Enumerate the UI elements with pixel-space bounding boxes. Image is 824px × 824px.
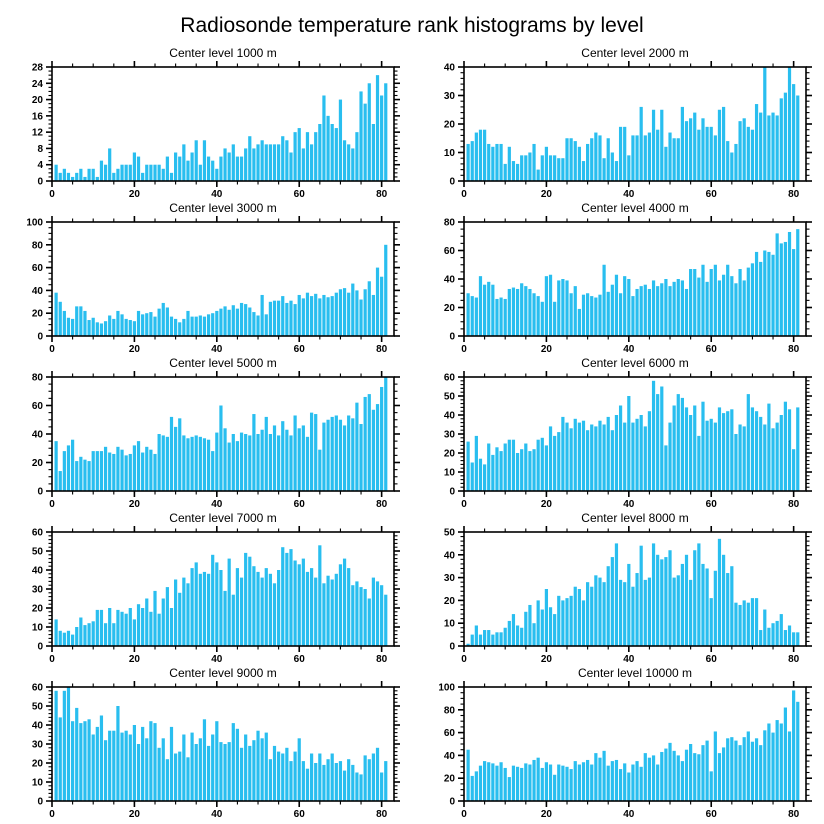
svg-text:12: 12 (31, 127, 43, 139)
svg-text:40: 40 (31, 720, 43, 732)
svg-text:20: 20 (540, 499, 552, 510)
svg-text:0: 0 (49, 344, 55, 355)
svg-text:30: 30 (443, 429, 455, 441)
svg-text:50: 50 (31, 701, 43, 713)
svg-text:20: 20 (540, 654, 552, 665)
svg-text:40: 40 (443, 550, 455, 562)
svg-text:60: 60 (443, 728, 455, 740)
svg-text:20: 20 (540, 809, 552, 820)
panel-8000m (412, 511, 824, 666)
svg-text:80: 80 (788, 189, 800, 200)
svg-text:40: 40 (623, 654, 635, 665)
svg-text:20: 20 (540, 189, 552, 200)
panel-7000m (0, 511, 412, 666)
svg-text:20: 20 (443, 595, 455, 607)
svg-text:60: 60 (705, 809, 717, 820)
svg-text:50: 50 (443, 391, 455, 403)
svg-text:80: 80 (443, 705, 455, 717)
svg-text:0: 0 (461, 189, 467, 200)
panel-title: Center level 8000 m (581, 511, 689, 525)
svg-text:80: 80 (376, 189, 388, 200)
svg-text:20: 20 (540, 344, 552, 355)
svg-text:0: 0 (449, 796, 455, 808)
svg-text:20: 20 (31, 758, 43, 770)
svg-text:10: 10 (31, 777, 43, 789)
svg-text:80: 80 (376, 809, 388, 820)
svg-text:20: 20 (31, 308, 43, 320)
svg-text:40: 40 (31, 285, 43, 297)
svg-text:16: 16 (31, 111, 43, 123)
svg-text:50: 50 (443, 527, 455, 539)
panel-10000m (412, 666, 824, 821)
panel-4000m (412, 201, 824, 356)
panel-1000m (0, 46, 412, 201)
svg-text:0: 0 (449, 176, 455, 188)
panel-5000m (0, 356, 412, 511)
histogram-canvas-6000m (418, 371, 818, 511)
svg-text:80: 80 (788, 499, 800, 510)
svg-text:30: 30 (443, 573, 455, 585)
svg-text:80: 80 (376, 654, 388, 665)
panel-title: Center level 6000 m (581, 356, 689, 370)
svg-text:60: 60 (293, 654, 305, 665)
svg-text:80: 80 (788, 654, 800, 665)
svg-text:40: 40 (443, 62, 455, 74)
svg-text:40: 40 (31, 565, 43, 577)
svg-text:30: 30 (443, 91, 455, 102)
svg-text:0: 0 (37, 796, 43, 808)
svg-text:30: 30 (31, 584, 43, 596)
histogram-canvas-2000m (418, 61, 818, 201)
histogram-canvas-4000m (418, 216, 818, 356)
svg-text:0: 0 (449, 331, 455, 343)
svg-text:60: 60 (705, 654, 717, 665)
svg-text:60: 60 (705, 344, 717, 355)
svg-text:60: 60 (31, 527, 43, 539)
svg-text:40: 40 (623, 499, 635, 510)
svg-text:40: 40 (623, 344, 635, 355)
svg-text:40: 40 (443, 274, 455, 286)
svg-text:4: 4 (37, 160, 43, 172)
svg-text:28: 28 (31, 62, 43, 74)
svg-text:60: 60 (443, 372, 455, 384)
svg-text:60: 60 (705, 499, 717, 510)
svg-text:60: 60 (31, 401, 43, 412)
svg-text:80: 80 (443, 217, 455, 229)
svg-text:20: 20 (128, 189, 140, 200)
histogram-canvas-8000m (418, 526, 818, 666)
svg-text:80: 80 (31, 240, 43, 252)
histogram-canvas-9000m (6, 681, 406, 821)
svg-text:40: 40 (211, 189, 223, 200)
svg-text:0: 0 (49, 654, 55, 665)
svg-text:0: 0 (449, 486, 455, 498)
svg-text:40: 40 (211, 809, 223, 820)
svg-text:40: 40 (623, 809, 635, 820)
svg-text:60: 60 (443, 246, 455, 257)
svg-text:10: 10 (443, 148, 455, 159)
svg-text:40: 40 (211, 344, 223, 355)
svg-text:30: 30 (31, 739, 43, 751)
svg-text:80: 80 (376, 499, 388, 510)
svg-text:8: 8 (37, 143, 43, 155)
svg-text:20: 20 (128, 499, 140, 510)
panel-title: Center level 10000 m (577, 666, 693, 680)
svg-text:40: 40 (211, 499, 223, 510)
svg-text:40: 40 (443, 410, 455, 422)
panel-title: Center level 5000 m (169, 356, 277, 370)
svg-text:0: 0 (37, 331, 43, 343)
svg-text:50: 50 (31, 546, 43, 558)
histogram-canvas-3000m (6, 216, 406, 356)
svg-text:100: 100 (438, 682, 455, 694)
histogram-canvas-5000m (6, 371, 406, 511)
histogram-canvas-10000m (418, 681, 818, 821)
svg-text:0: 0 (461, 499, 467, 510)
histogram-canvas-1000m (6, 61, 406, 201)
svg-text:60: 60 (293, 499, 305, 510)
panel-9000m (0, 666, 412, 821)
svg-text:24: 24 (31, 78, 43, 90)
svg-text:40: 40 (211, 654, 223, 665)
svg-text:20: 20 (31, 458, 43, 469)
svg-text:60: 60 (31, 263, 43, 275)
svg-text:20: 20 (128, 654, 140, 665)
svg-text:40: 40 (31, 429, 43, 441)
svg-text:0: 0 (49, 189, 55, 200)
svg-text:80: 80 (788, 809, 800, 820)
svg-text:10: 10 (31, 622, 43, 634)
panel-6000m (412, 356, 824, 511)
svg-text:0: 0 (37, 176, 43, 188)
panel-title: Center level 9000 m (169, 666, 277, 680)
svg-text:10: 10 (443, 618, 455, 630)
svg-text:0: 0 (37, 641, 43, 653)
panel-3000m (0, 201, 412, 356)
histogram-canvas-7000m (6, 526, 406, 666)
svg-text:0: 0 (461, 654, 467, 665)
panel-title: Center level 1000 m (169, 46, 277, 60)
svg-text:20: 20 (128, 344, 140, 355)
svg-text:20: 20 (443, 773, 455, 785)
svg-text:20: 20 (443, 448, 455, 460)
svg-text:20: 20 (128, 809, 140, 820)
panel-title: Center level 7000 m (169, 511, 277, 525)
svg-text:20: 20 (31, 603, 43, 615)
panel-2000m (412, 46, 824, 201)
svg-text:80: 80 (376, 344, 388, 355)
svg-text:60: 60 (31, 682, 43, 694)
panel-title: Center level 3000 m (169, 201, 277, 215)
svg-text:80: 80 (788, 344, 800, 355)
svg-text:0: 0 (37, 486, 43, 498)
svg-text:10: 10 (443, 467, 455, 479)
svg-text:40: 40 (623, 189, 635, 200)
svg-text:60: 60 (293, 189, 305, 200)
page-title: Radiosonde temperature rank histograms by level (180, 14, 644, 37)
svg-text:20: 20 (443, 119, 455, 131)
svg-text:0: 0 (49, 499, 55, 510)
svg-text:80: 80 (31, 372, 43, 384)
panel-title: Center level 2000 m (581, 46, 689, 60)
svg-text:60: 60 (293, 809, 305, 820)
svg-text:100: 100 (26, 217, 43, 229)
svg-text:20: 20 (31, 95, 43, 107)
histogram-grid (0, 46, 824, 821)
svg-text:0: 0 (461, 809, 467, 820)
panel-title: Center level 4000 m (581, 201, 689, 215)
svg-text:0: 0 (461, 344, 467, 355)
svg-text:40: 40 (443, 750, 455, 762)
svg-text:0: 0 (49, 809, 55, 820)
svg-text:60: 60 (293, 344, 305, 355)
svg-text:60: 60 (705, 189, 717, 200)
svg-text:20: 20 (443, 303, 455, 314)
svg-text:0: 0 (449, 641, 455, 653)
